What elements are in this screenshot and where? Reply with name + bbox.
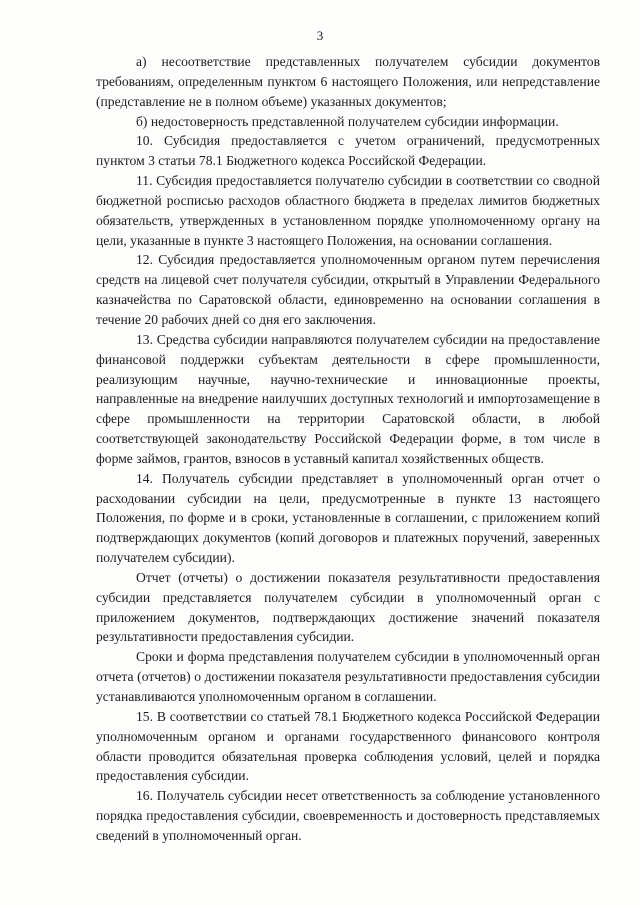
paragraph-11: 11. Субсидия предоставляется получателю субсидии в соответствии со сводной бюджетной росписью расходов областного бюджета в пределах лимитов бюджетных обязательств, утвержденных в установленном порядке уполномоченному органу на цели, указанные в пункте 3 настоящего Положения, на основании соглашения. [96, 173, 600, 248]
paragraph-14: 14. Получатель субсидии представляет в уполномоченный орган отчет о расходовании субсидии на цели, предусмотренные в пункте 13 настоящего Положения, по форме и в сроки, установленные в соглашении, с приложением копий подтверждающих документов (копий договоров и платежных поручений, заверенных получателем субсидии). [96, 470, 600, 566]
paragraph-13: 13. Средства субсидии направляются получателем субсидии на предоставление финансовой поддержки субъектам деятельности в сфере промышленности, реализующим научные, научно-технические и инновационные проекты, направленные на внедрение наилучших доступных технологий и импортозамещение в сфере промышленности на территории Саратовской области, в любой соответствующей законодательству Российской Федерации форме, в том числе в форме займов, грантов, взносов в уставный капитал хозяйственных обществ. [96, 331, 600, 466]
paragraph-9b: б) недостоверность представленной получателем субсидии информации. [136, 113, 559, 129]
paragraph-15: 15. В соответствии со статьей 78.1 Бюджетного кодекса Российской Федерации уполномоченным органом и органами государственного финансового контроля области проводится обязательная проверка соблюдения условий, целей и порядка предоставления субсидии. [96, 708, 600, 784]
paragraph-9a: а) несоответствие представленных получателем субсидии документов требованиям, определенным пунктом 6 настоящего Положения, или непредставление (представление не в полном объеме) указанных документов; [96, 54, 600, 109]
paragraph-10: 10. Субсидия предоставляется с учетом ограничений, предусмотренных пунктом 3 статьи 78.1 Бюджетного кодекса Российской Федерации. [96, 133, 600, 169]
paragraph-12: 12. Субсидия предоставляется уполномоченным органом путем перечисления средств на лицевой счет получателя субсидии, открытый в Управлении Федерального казначейства по Саратовской области, единовременно на основании соглашения в течение 20 рабочих дней со дня его заключения. [96, 252, 600, 327]
paragraph-16: 16. Получатель субсидии несет ответственность за соблюдение установленного порядка предоставления субсидии, своевременность и достоверность представляемых сведений в уполномоченный орган. [96, 788, 600, 843]
page-number: 3 [316, 28, 324, 43]
paragraph-14-deadlines: Сроки и форма представления получателем субсидии в уполномоченный орган отчета (отчетов) о достижении показателя результативности предоставления субсидии устанавливаются уполномоченным органом в соглашении. [96, 649, 600, 704]
document-body [96, 52, 600, 846]
paragraph-14-report: Отчет (отчеты) о достижении показателя результативности предоставления субсидии представляется получателем субсидии в уполномоченный орган с приложением документов, подтверждающих достижение значений показателя результативности предоставления субсидии. [96, 569, 600, 645]
